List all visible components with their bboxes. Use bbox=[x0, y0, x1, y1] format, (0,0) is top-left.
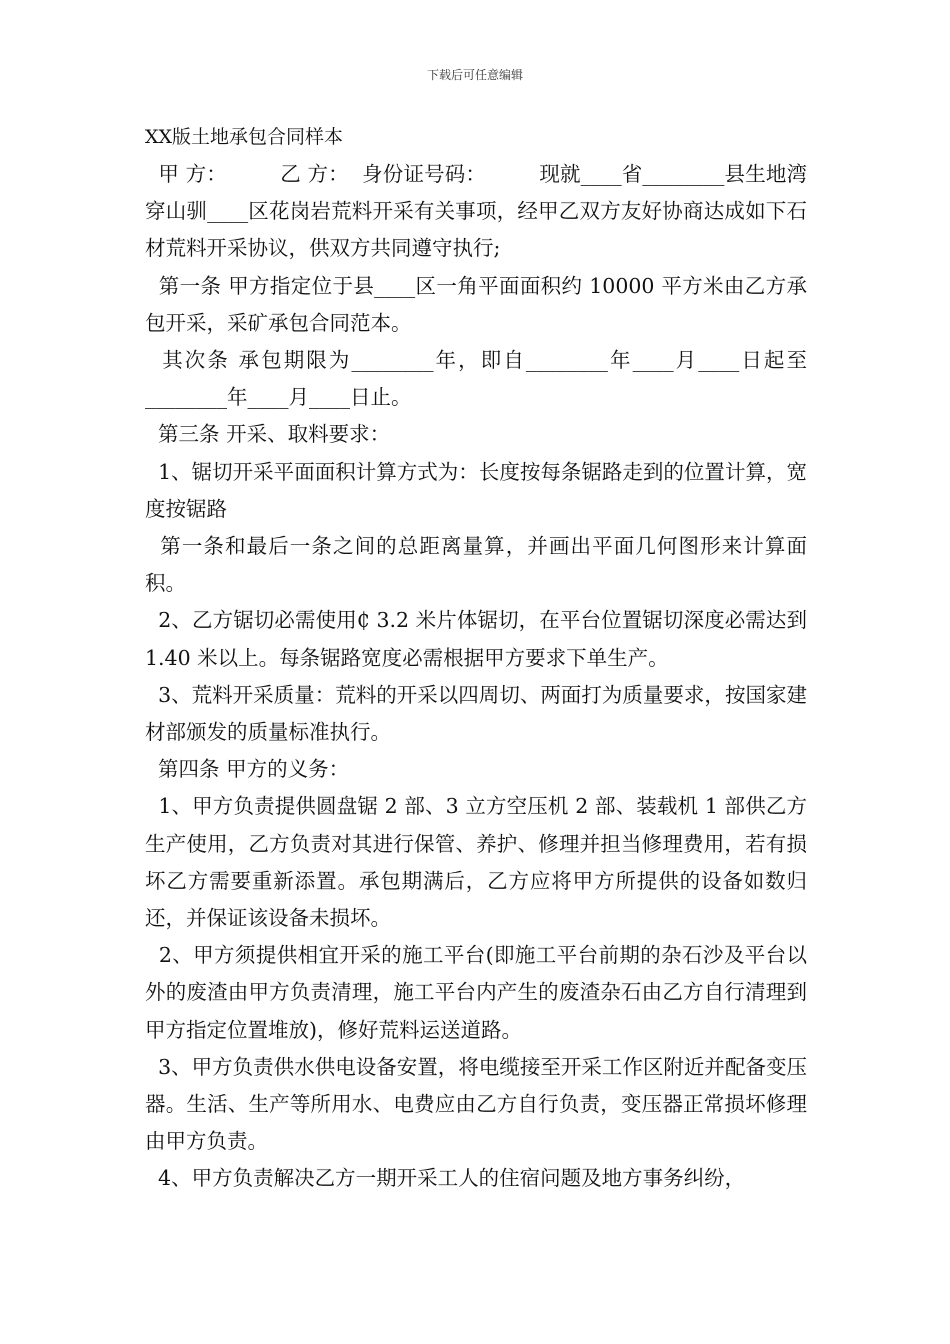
document-body bbox=[145, 156, 814, 1198]
paragraph-article-2: 其次条 承包期限为________年，即自________年____月____日起至________年____月____日止。 bbox=[145, 348, 807, 410]
paragraph-article-4-item-2: 2、甲方须提供相宜开采的施工平台(即施工平台前期的杂石沙及平台以外的废渣由甲方负责清理，施工平台内产生的废渣杂石由乙方自行清理到甲方指定位置堆放)，修好荒料运送道路。 bbox=[145, 943, 807, 1042]
paragraph-article-3-item-2: 2、乙方锯切必需使用₵ 3.2 米片体锯切，在平台位置锯切深度必需达到 1.40 米以上。每条锯路宽度必需根据甲方要求下单生产。 bbox=[145, 608, 814, 670]
paragraph-article-4-heading: 第四条 甲方的义务： bbox=[145, 757, 350, 782]
document-title: XX版土地承包合同样本 bbox=[145, 126, 344, 148]
paragraph-article-4-item-1: 1、甲方负责提供圆盘锯 2 部、3 立方空压机 2 部、装载机 1 部供乙方生产使用，乙方负责对其进行保管、养护、修理并担当修理费用，若有损坏乙方需要重新添置。承包期满后，乙方应将甲方所提供的设备如数归还，并保证该设备未损坏。 bbox=[145, 794, 807, 931]
paragraph-article-3-item-1: 1、锯切开采平面面积计算方式为：长度按每条锯路走到的位置计算，宽度按锯路 bbox=[145, 459, 807, 521]
paragraph-article-3-item-1-cont: 第一条和最后一条之间的总距离量算，并画出平面几何图形来计算面积。 bbox=[145, 534, 807, 596]
paragraph-article-1: 第一条 甲方指定位于县____区一角平面面积约 10000 平方米由乙方承包开采，采矿承包合同范本。 bbox=[145, 273, 807, 335]
paragraph-parties: 甲 方： 乙 方： 身份证号码： 现就____省________县生地湾穿山驯____区花岗岩荒料开采有关事项，经甲乙双方友好协商达成如下石材荒料开采协议，供双方共同遵守执行; bbox=[145, 162, 807, 261]
paragraph-article-4-item-3: 3、甲方负责供水供电设备安置，将电缆接至开采工作区附近并配备变压器。生活、生产等所用水、电费应由乙方自行负责，变压器正常损坏修理由甲方负责。 bbox=[145, 1054, 807, 1154]
header-note: 下载后可任意编辑 bbox=[426, 68, 523, 82]
paragraph-article-4-item-4: 4、甲方负责解决乙方一期开采工人的住宿问题及地方事务纠纷， bbox=[145, 1166, 746, 1191]
paragraph-article-3-heading: 第三条 开采、取料要求： bbox=[145, 422, 391, 447]
paragraph-article-3-item-3: 3、荒料开采质量：荒料的开采以四周切、两面打为质量要求，按国家建材部颁发的质量标准执行。 bbox=[145, 682, 807, 745]
